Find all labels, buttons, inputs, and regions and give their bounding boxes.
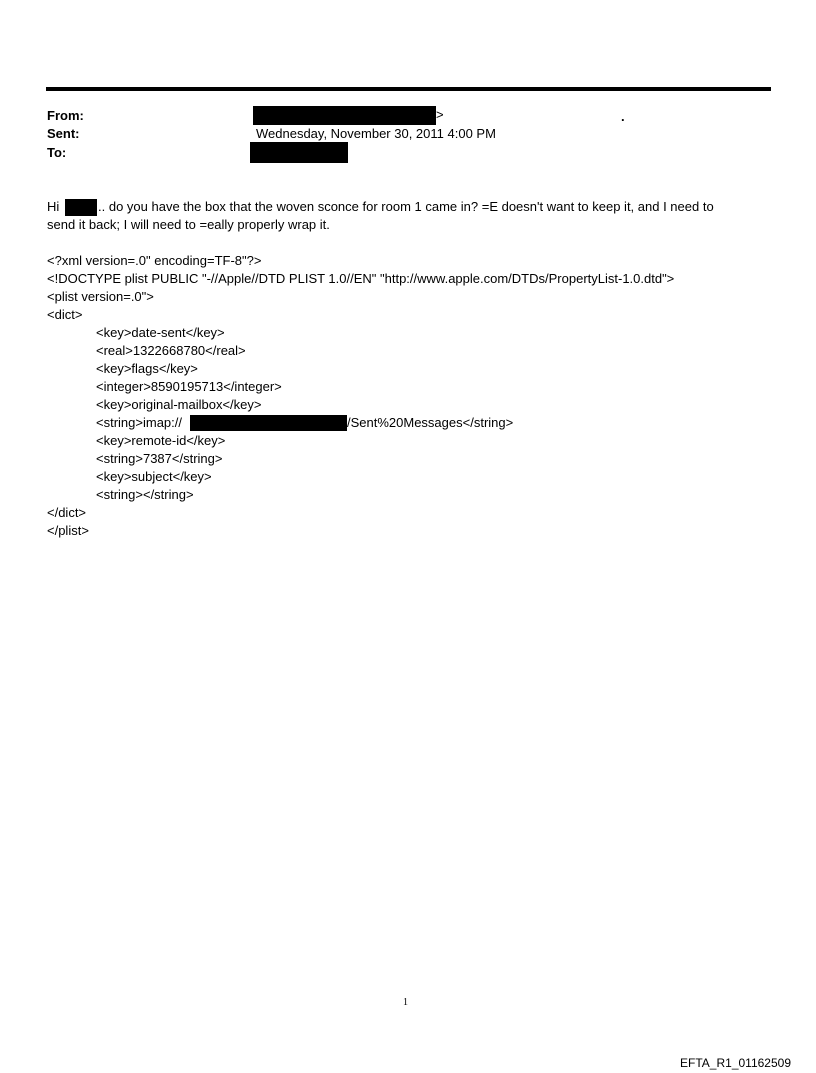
key-original-mailbox: <key>original-mailbox</key> xyxy=(96,397,262,412)
message-line-1: .. do you have the box that the woven sconce for room 1 came in? =E doesn't want to keep it, and I need to xyxy=(98,199,714,214)
key-date-sent: <key>date-sent</key> xyxy=(96,325,225,340)
top-rule xyxy=(46,87,771,91)
redaction-imap-account xyxy=(190,415,347,431)
string-remote-id: <string>7387</string> xyxy=(96,451,223,466)
sent-value: Wednesday, November 30, 2011 4:00 PM xyxy=(256,126,496,141)
redaction-to-address xyxy=(250,142,348,163)
document-id: EFTA_R1_01162509 xyxy=(680,1056,791,1070)
from-suffix: > xyxy=(436,107,444,122)
message-greeting: Hi xyxy=(47,199,60,214)
from-dot: . xyxy=(621,109,625,124)
to-label: To: xyxy=(47,145,67,160)
plist-close: </plist> xyxy=(47,523,89,538)
string-imap-suffix: /Sent%20Messages</string> xyxy=(347,415,514,430)
string-empty: <string></string> xyxy=(96,487,194,502)
xml-declaration: <?xml version=.0" encoding=TF-8"?> xyxy=(47,253,262,268)
key-subject: <key>subject</key> xyxy=(96,469,212,484)
message-line-2: send it back; I will need to =eally properly wrap it. xyxy=(47,217,330,232)
redaction-recipient-name xyxy=(65,199,97,216)
doctype-line: <!DOCTYPE plist PUBLIC "-//Apple//DTD PLIST 1.0//EN" "http://www.apple.com/DTDs/PropertyList-1.0.dtd"> xyxy=(47,271,675,286)
page-number: 1 xyxy=(403,997,408,1008)
real-value: <real>1322668780</real> xyxy=(96,343,246,358)
redaction-from-address xyxy=(253,106,436,125)
from-label: From: xyxy=(47,108,84,123)
string-imap-prefix: <string>imap:// xyxy=(96,415,182,430)
key-remote-id: <key>remote-id</key> xyxy=(96,433,226,448)
integer-value: <integer>8590195713</integer> xyxy=(96,379,282,394)
plist-open: <plist version=.0"> xyxy=(47,289,154,304)
dict-close: </dict> xyxy=(47,505,87,520)
dict-open: <dict> xyxy=(47,307,83,322)
key-flags: <key>flags</key> xyxy=(96,361,198,376)
sent-label: Sent: xyxy=(47,126,80,141)
